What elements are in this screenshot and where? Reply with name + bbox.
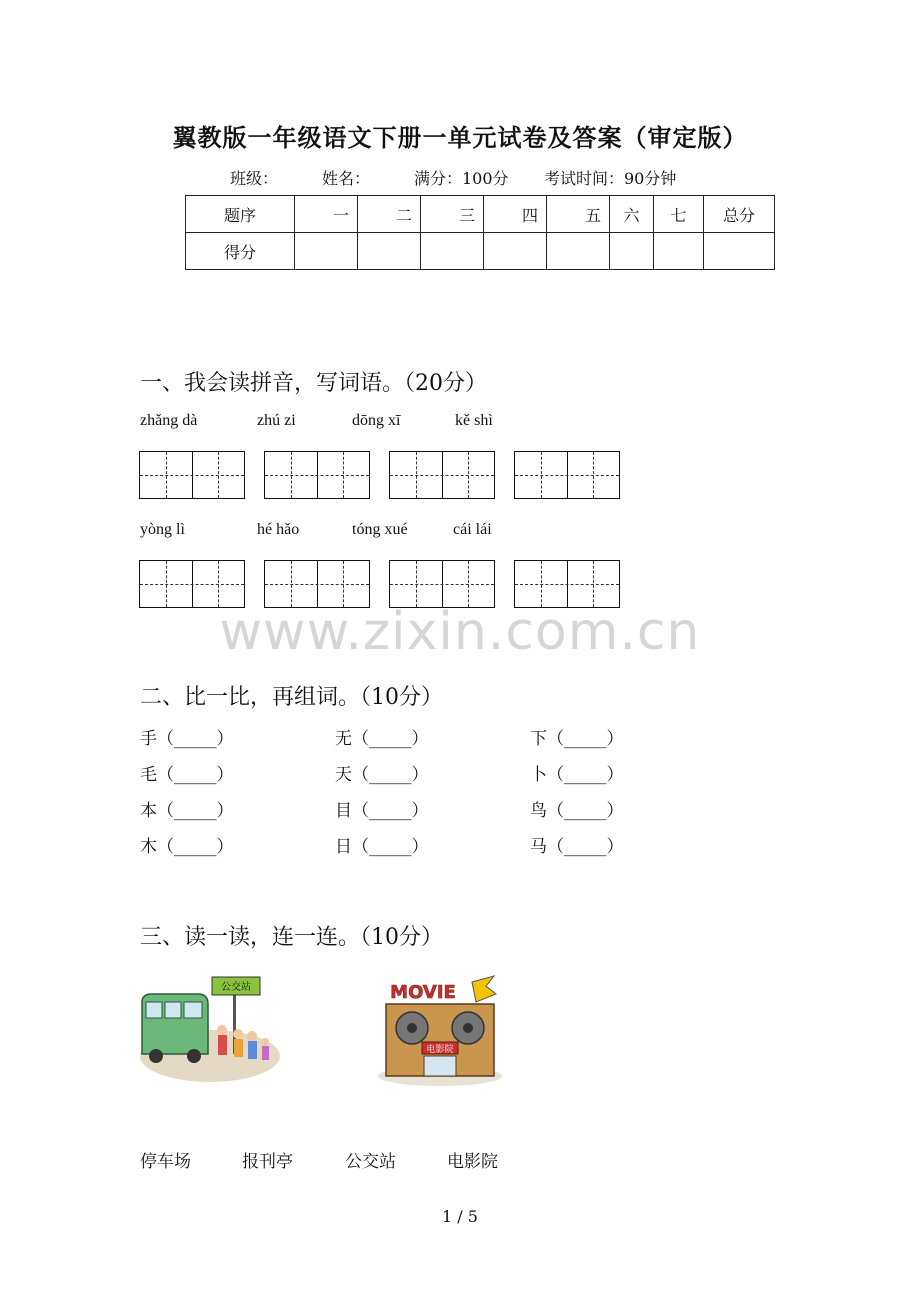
word-blank[interactable]: 手（_____） bbox=[140, 729, 234, 749]
writing-grid[interactable] bbox=[139, 560, 245, 608]
score-input-cell[interactable] bbox=[610, 233, 654, 270]
score-header-cell: 七 bbox=[654, 196, 704, 233]
word-blank[interactable]: 天（_____） bbox=[335, 765, 429, 785]
word-blank[interactable]: 无（_____） bbox=[335, 729, 429, 749]
pinyin-label: kě shì bbox=[455, 412, 493, 429]
score-input-cell[interactable] bbox=[421, 233, 484, 270]
writing-grid[interactable] bbox=[389, 451, 495, 499]
writing-grid[interactable] bbox=[264, 451, 370, 499]
pinyin-label: cái lái bbox=[453, 521, 492, 538]
word-blank[interactable]: 鸟（_____） bbox=[530, 801, 624, 821]
score-table bbox=[185, 195, 775, 270]
score-input-cell[interactable] bbox=[358, 233, 421, 270]
full-score-label: 满分：100分 bbox=[414, 169, 509, 188]
score-input-cell[interactable] bbox=[654, 233, 704, 270]
pinyin-label: tóng xué bbox=[352, 521, 408, 538]
match-option[interactable]: 公交站 bbox=[345, 1152, 396, 1172]
cinema-plate: 电影院 bbox=[426, 1045, 454, 1055]
word-blank[interactable]: 目（_____） bbox=[335, 801, 429, 821]
word-blank[interactable]: 毛（_____） bbox=[140, 765, 234, 785]
score-input-cell[interactable] bbox=[295, 233, 358, 270]
score-header-cell: 三 bbox=[421, 196, 484, 233]
score-row-label: 得分 bbox=[186, 233, 295, 270]
watermark: www.zixin.com.cn bbox=[219, 602, 701, 662]
pinyin-label: dōng xī bbox=[352, 412, 401, 429]
score-table-header-row bbox=[186, 196, 775, 233]
section3-heading: 三、读一读，连一连。（10分） bbox=[140, 925, 443, 950]
score-input-cell[interactable] bbox=[704, 233, 775, 270]
section1-heading: 一、我会读拼音，写词语。（20分） bbox=[140, 371, 487, 396]
class-label: 班级： bbox=[230, 169, 279, 188]
score-header-cell: 五 bbox=[547, 196, 610, 233]
score-table-score-row bbox=[186, 233, 775, 270]
score-header-cell: 六 bbox=[610, 196, 654, 233]
score-header-cell: 二 bbox=[358, 196, 421, 233]
writing-grid[interactable] bbox=[514, 560, 620, 608]
bus-stop-illustration bbox=[138, 972, 280, 1084]
page-number: 1 / 5 bbox=[442, 1207, 478, 1226]
pinyin-label: zhǎng dà bbox=[140, 412, 198, 429]
word-blank[interactable]: 木（_____） bbox=[140, 837, 234, 857]
movie-sign: MOVIE bbox=[390, 982, 456, 1003]
score-header-cell: 题序 bbox=[186, 196, 295, 233]
writing-grid[interactable] bbox=[264, 560, 370, 608]
name-label: 姓名： bbox=[322, 169, 371, 188]
word-blank[interactable]: 马（_____） bbox=[530, 837, 624, 857]
cinema-illustration bbox=[368, 972, 510, 1088]
match-option[interactable]: 电影院 bbox=[447, 1152, 498, 1172]
score-header-cell: 总分 bbox=[704, 196, 775, 233]
word-blank[interactable]: 日（_____） bbox=[335, 837, 429, 857]
pinyin-label: zhú zi bbox=[257, 412, 296, 429]
score-input-cell[interactable] bbox=[547, 233, 610, 270]
score-input-cell[interactable] bbox=[484, 233, 547, 270]
writing-grid[interactable] bbox=[514, 451, 620, 499]
writing-grid[interactable] bbox=[389, 560, 495, 608]
word-blank[interactable]: 卜（_____） bbox=[530, 765, 624, 785]
match-option[interactable]: 停车场 bbox=[140, 1152, 191, 1172]
word-blank[interactable]: 本（_____） bbox=[140, 801, 234, 821]
score-header-cell: 四 bbox=[484, 196, 547, 233]
pinyin-label: hé hǎo bbox=[257, 521, 300, 538]
score-header-cell: 一 bbox=[295, 196, 358, 233]
writing-grid[interactable] bbox=[139, 451, 245, 499]
word-blank[interactable]: 下（_____） bbox=[530, 729, 624, 749]
pinyin-label: yòng lì bbox=[140, 521, 185, 538]
bus-stop-sign: 公交站 bbox=[221, 982, 251, 993]
exam-time-label: 考试时间：90分钟 bbox=[544, 169, 677, 188]
document-title: 翼教版一年级语文下册一单元试卷及答案（审定版） bbox=[172, 123, 748, 152]
section2-heading: 二、比一比，再组词。（10分） bbox=[140, 685, 443, 710]
match-option[interactable]: 报刊亭 bbox=[242, 1152, 293, 1172]
